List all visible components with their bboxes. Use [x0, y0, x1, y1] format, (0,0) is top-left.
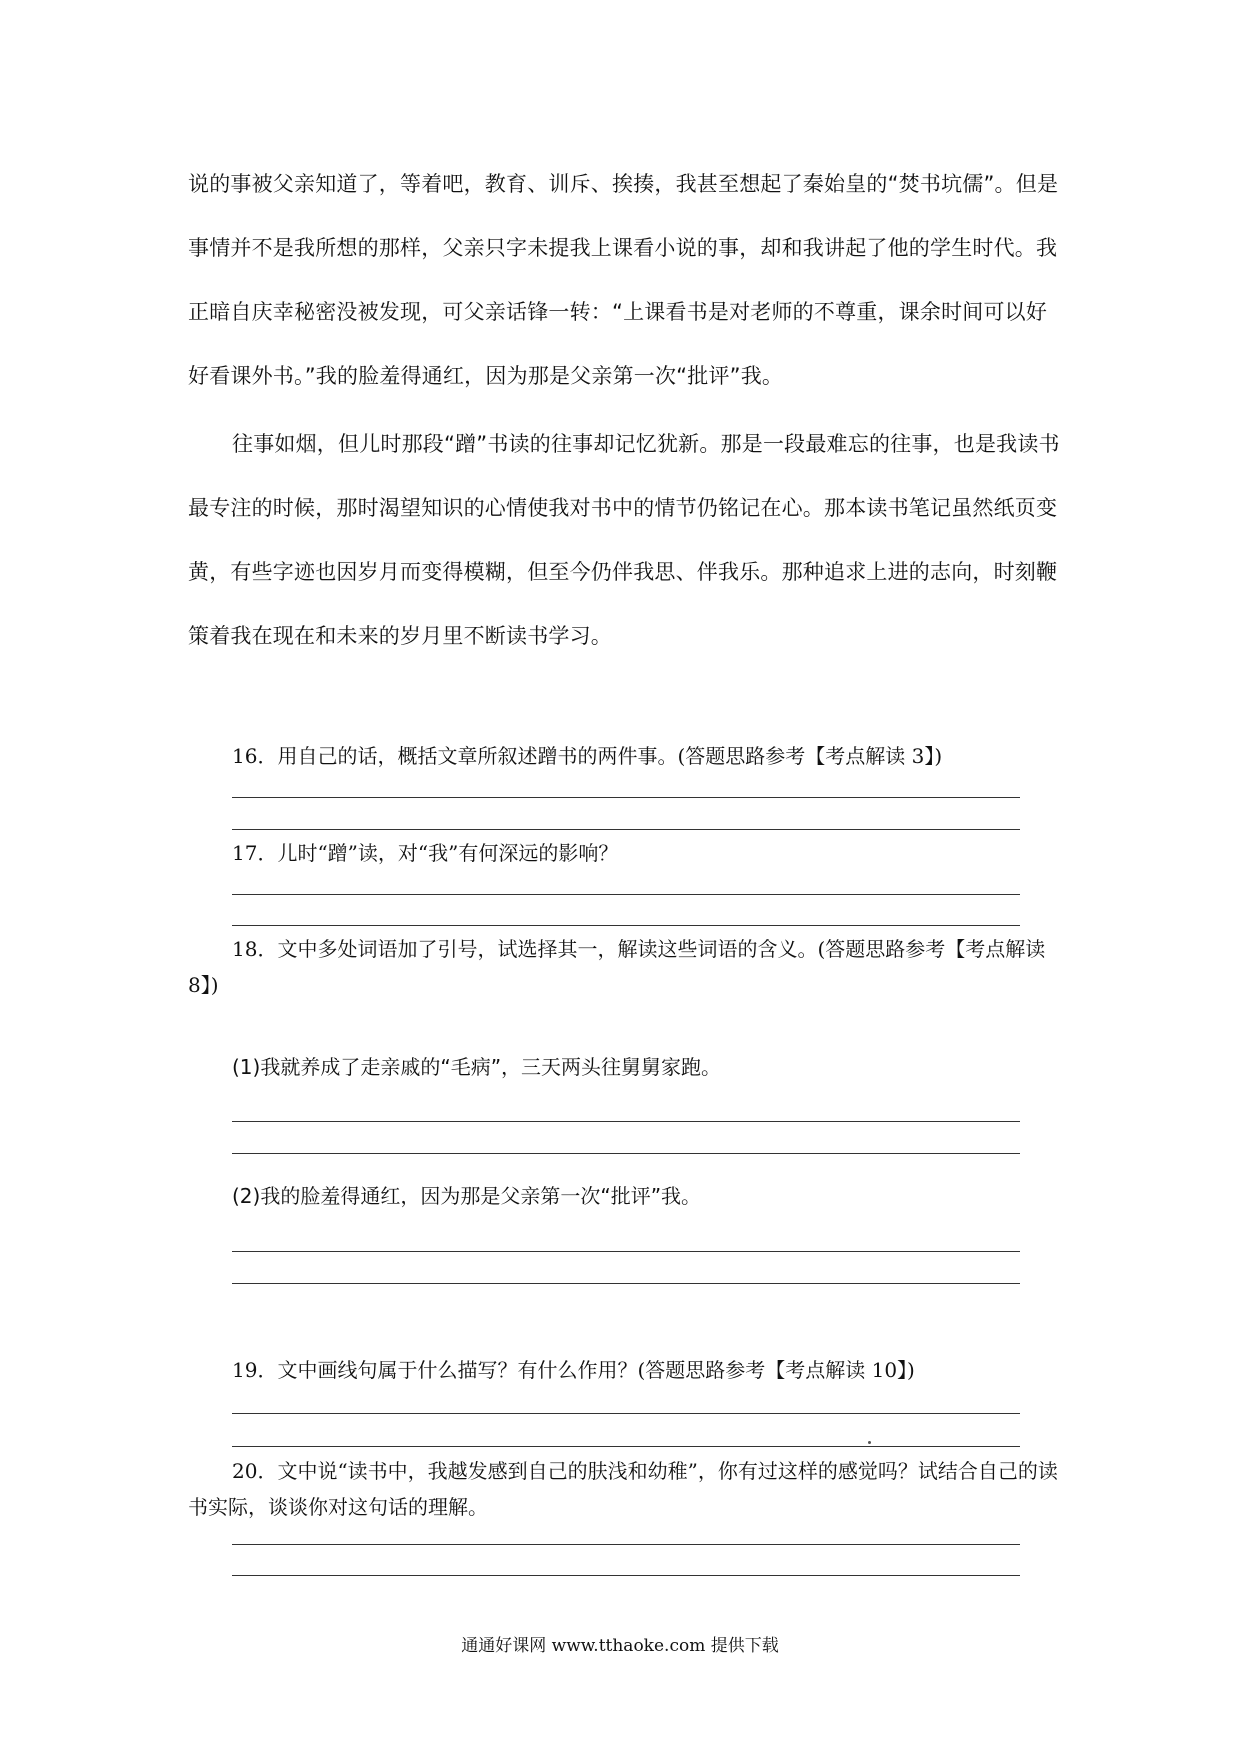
- answer-line: [232, 1121, 1020, 1122]
- answer-line: [232, 894, 1020, 895]
- passage-paragraph-2: 往事如烟，但儿时那段“蹭”书读的往事却记忆犹新。那是一段最难忘的往事，也是我读书最专注的时候，那时渴望知识的心情使我对书中的情节仍铭记在心。那本读书笔记虽然纸页变黄，有些字迹也因岁月而变得模糊，但至今仍伴我思、伴我乐。那种追求上进的志向，时刻鞭策着我在现在和未来的岁月里不断读书学习。: [188, 432, 1060, 648]
- answer-line: [232, 1251, 1020, 1252]
- answer-line: [232, 829, 1020, 830]
- footer-download-notice: 通通好课网 www.tthaoke.com 提供下载: [461, 1636, 779, 1656]
- answer-line: [232, 1413, 1020, 1414]
- stray-mark: [868, 1441, 871, 1444]
- question-16: 16．用自己的话，概括文章所叙述蹭书的两件事。(答题思路参考【考点解读 3】): [232, 744, 943, 768]
- answer-line: [232, 797, 1020, 798]
- answer-line: [232, 1575, 1020, 1576]
- answer-line: [232, 1446, 1020, 1447]
- answer-line: [232, 925, 1020, 926]
- answer-line: [232, 1283, 1020, 1284]
- question-18-sub-1: (1)我就养成了走亲戚的“毛病”，三天两头往舅舅家跑。: [232, 1055, 722, 1079]
- answer-line: [232, 1153, 1020, 1154]
- question-20: 20．文中说“读书中，我越发感到自己的肤浅和幼稚”，你有过这样的感觉吗？试结合自己的读书实际，谈谈你对这句话的理解。: [188, 1459, 1058, 1519]
- question-18: 18．文中多处词语加了引号，试选择其一，解读这些词语的含义。(答题思路参考【考点解读 8】): [188, 937, 1046, 997]
- passage-paragraph-1: 说的事被父亲知道了，等着吧，教育、训斥、挨揍，我甚至想起了秦始皇的“焚书坑儒”。但是事情并不是我所想的那样，父亲只字未提我上课看小说的事，却和我讲起了他的学生时代。我正暗自庆幸秘密没被发现，可父亲话锋一转：“上课看书是对老师的不尊重，课余时间可以好好看课外书。”我的脸羞得通红，因为那是父亲第一次“批评”我。: [188, 172, 1059, 388]
- question-19: 19．文中画线句属于什么描写？有什么作用？(答题思路参考【考点解读 10】): [232, 1358, 915, 1382]
- question-17: 17．儿时“蹭”读，对“我”有何深远的影响？: [232, 841, 619, 865]
- question-18-sub-2: (2)我的脸羞得通红，因为那是父亲第一次“批评”我。: [232, 1184, 702, 1208]
- answer-line: [232, 1544, 1020, 1545]
